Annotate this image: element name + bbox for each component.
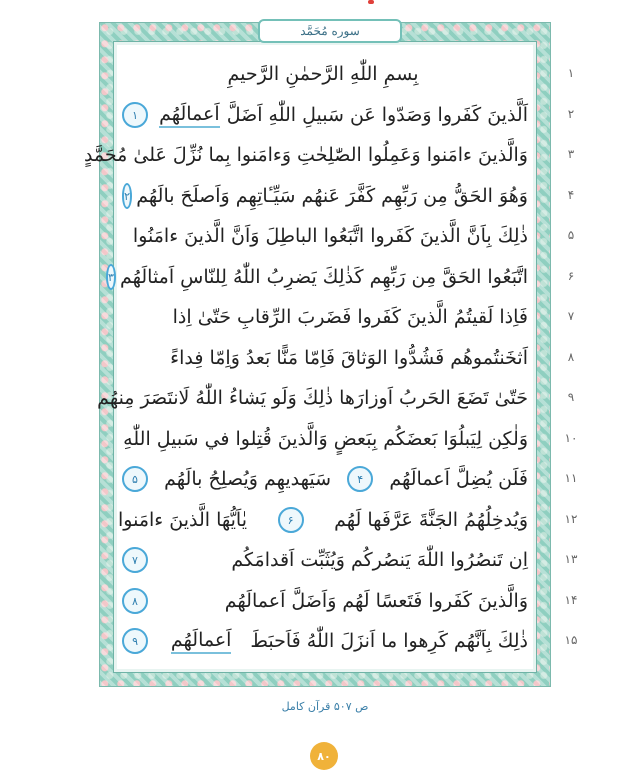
line-number: ۱۵ — [564, 633, 578, 647]
footer-note: ص ۵۰۷ قرآن كامل — [281, 700, 369, 713]
verse-text: وَيُدخِلُهُمُ الجَنَّةَ عَرَّفَها لَهُم — [334, 509, 528, 531]
line-number: ۱۲ — [564, 512, 578, 526]
verse-text: اَعمالَهُم — [159, 103, 220, 128]
verse-text: فَلَن يُضِلَّ اَعمالَهُم — [389, 468, 528, 490]
line-number: ۱۱ — [564, 471, 578, 485]
verse-line — [83, 137, 528, 173]
verse-line — [118, 583, 528, 619]
top-edge-mark — [0, 0, 641, 6]
verse-text: ذٰلِكَ بِاَنَّهُم كَرِهوا ما اَنزَلَ اللّٰهُ فَاَحبَطَ — [250, 630, 528, 652]
line-number: ۵ — [567, 228, 575, 242]
verse-text: اَثخَنتُموهُم فَشُدُّوا الوَثاقَ فَاِمّا مَنًّا بَعدُ وَاِمّا فِداءً — [170, 347, 528, 369]
verse-line — [118, 502, 528, 538]
verse-line — [108, 259, 528, 295]
line-number: ۸ — [567, 350, 575, 364]
verse-line — [118, 178, 528, 214]
verse-text: وَالَّذینَ ءامَنوا وَعَمِلُوا الصّٰلِحٰتِ وَءامَنوا بِما نُزِّلَ عَلىٰ مُحَمَّدٍ — [83, 144, 528, 166]
line-number: ۹ — [567, 390, 575, 404]
ayah-number-marker: ۱ — [122, 102, 148, 128]
verse-text: بِسمِ اللّٰهِ الرَّحمٰنِ الرَّحیمِ — [227, 63, 419, 85]
verse-line — [97, 380, 528, 416]
verse-text: ذٰلِكَ بِاَنَّ الَّذینَ كَفَروا اتَّبَعُوا الباطِلَ وَاَنَّ الَّذینَ ءامَنُوا — [132, 225, 528, 247]
verse-text: اتَّبَعُوا الحَقَّ مِن رَبِّهِم كَذٰلِكَ يَضرِبُ اللّٰهُ لِلنّاسِ اَمثالَهُم — [119, 266, 528, 288]
line-number: ۳ — [567, 147, 575, 161]
surah-title: سوره مُحَمَّد — [258, 19, 402, 43]
ayah-number-marker: ۹ — [122, 628, 148, 654]
verse-line — [118, 623, 528, 659]
verse-line — [118, 421, 528, 457]
verse-line — [118, 218, 528, 254]
page-number-badge: ۸۰ — [310, 742, 338, 770]
verse-line — [118, 542, 528, 578]
ayah-number-marker: ۳ — [106, 264, 116, 290]
verse-line — [118, 97, 528, 133]
ayah-number-marker: ۲ — [122, 183, 132, 209]
verse-text: وَلٰكِن لِيَبلُوَا بَعضَكُم بِبَعضٍ وَالَّذینَ قُتِلوا في سَبيلِ اللّٰهِ — [123, 428, 528, 450]
verse-line — [118, 461, 528, 497]
verse-line — [118, 340, 528, 376]
verse-text: فَاِذا لَقيتُمُ الَّذینَ كَفَروا فَضَربَ الرِّقابِ حَتّىٰ اِذا — [172, 306, 528, 328]
verse-text: اِن تَنصُرُوا اللّٰهَ يَنصُركُم وَيُثَبِّت اَقدامَكُم — [231, 549, 528, 571]
verse-text: يٰاَيُّهَا الَّذینَ ءامَنوا — [118, 509, 248, 531]
verse-text: سَيَهديهِم وَيُصلِحُ بالَهُم — [164, 468, 332, 490]
line-number: ۱ — [567, 66, 575, 80]
verse-text: وَالَّذینَ كَفَروا فَتَعسًا لَهُم وَاَضَلَّ اَعمالَهُم — [224, 590, 528, 612]
line-number: ۶ — [567, 269, 575, 283]
verse-text: اَعمالَهُم — [171, 629, 232, 654]
ayah-number-marker: ۵ — [122, 466, 148, 492]
verse-text: حَتّىٰ تَضَعَ الحَربُ اَوزارَها ذٰلِكَ وَلَو يَشاءُ اللّٰهُ لَانتَصَرَ مِنهُم — [97, 387, 528, 409]
line-number: ۲ — [567, 107, 575, 121]
ayah-number-marker: ۸ — [122, 588, 148, 614]
ayah-number-marker: ۶ — [278, 507, 304, 533]
line-number: ۱۳ — [564, 552, 578, 566]
line-number: ۱۴ — [564, 593, 578, 607]
verse-text: وَهُوَ الحَقُّ مِن رَبِّهِم كَفَّرَ عَنهُم سَيِّـٔاتِهِم وَاَصلَحَ بالَهُم — [136, 185, 528, 207]
verse-line — [118, 299, 528, 335]
line-number: ۴ — [567, 188, 575, 202]
line-number: ۱۰ — [564, 431, 578, 445]
verse-text: اَلَّذینَ كَفَروا وَصَدّوا عَن سَبیلِ اللّٰهِ اَضَلَّ — [226, 104, 528, 126]
ayah-number-marker: ۴ — [347, 466, 373, 492]
verse-line — [118, 56, 528, 92]
line-number: ۷ — [567, 309, 575, 323]
ayah-number-marker: ۷ — [122, 547, 148, 573]
